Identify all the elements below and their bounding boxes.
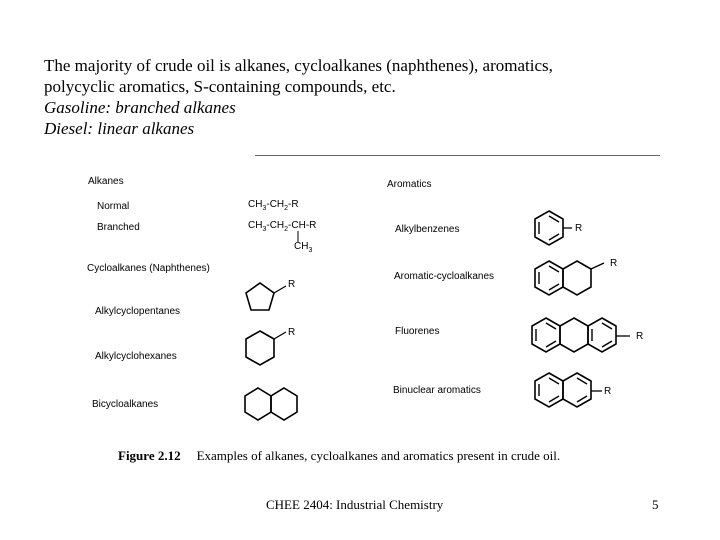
cycloalkanes-heading: Cycloalkanes (Naphthenes): [87, 263, 210, 274]
intro-line-diesel: Diesel: linear alkanes: [44, 119, 195, 138]
intro-line-1: The majority of crude oil is alkanes, cycloalkanes (naphthenes), aromatics,: [44, 56, 553, 75]
alkylbenzene-r: R: [575, 223, 583, 234]
binuclear-aromatic-structure: [530, 370, 615, 415]
intro-text: [44, 55, 704, 139]
fluorene-structure: [527, 315, 642, 360]
cyclopentane-r: R: [288, 279, 296, 290]
aromatics-heading: Aromatics: [387, 179, 432, 190]
normal-label: Normal: [97, 201, 130, 212]
figure-top-rule: [255, 155, 660, 156]
intro-line-2: polycyclic aromatics, S-containing compounds, etc.: [44, 77, 396, 96]
alkanes-heading: Alkanes: [88, 176, 124, 187]
branched-formula: $CH_3-CH_2-CH-R$: [248, 220, 317, 233]
branched-label: Branched: [97, 222, 140, 233]
aromatic-cycloalkanes-label: Aromatic-cycloalkanes: [394, 271, 495, 282]
alkylbenzene-structure: [530, 208, 583, 253]
alkylcyclohexanes-label: Alkylcyclohexanes: [95, 351, 177, 362]
bicycloalkanes-label: Bicycloalkanes: [92, 399, 159, 410]
normal-formula: $CH_3-CH_2-R$: [248, 199, 299, 212]
alkylbenzenes-label: Alkylbenzenes: [395, 224, 460, 235]
binuclear-aromatic-r: R: [604, 386, 612, 397]
intro-line-gasoline: Gasoline: branched alkanes: [44, 98, 236, 117]
fluorene-r: R: [636, 331, 644, 342]
branch-methyl: $CH_3$: [294, 241, 313, 254]
cyclohexane-r: R: [288, 327, 296, 338]
binuclear-aromatics-label: Binuclear aromatics: [393, 385, 481, 396]
figure-caption-text: Examples of alkanes, cycloalkanes and aromatics present in crude oil.: [196, 448, 561, 463]
page-number: 5: [652, 497, 659, 512]
footer-course: CHEE 2404: Industrial Chemistry: [266, 497, 444, 512]
fluorenes-label: Fluorenes: [395, 326, 440, 337]
alkylcyclopentanes-label: Alkylcyclopentanes: [95, 306, 181, 317]
figure-caption-label: Figure 2.12: [118, 448, 181, 463]
bicycloalkane-structure: [240, 385, 315, 430]
aromatic-cycloalkane-r: R: [610, 258, 618, 269]
figure-caption: [118, 448, 560, 464]
aromatic-cycloalkane-structure: [530, 258, 618, 303]
